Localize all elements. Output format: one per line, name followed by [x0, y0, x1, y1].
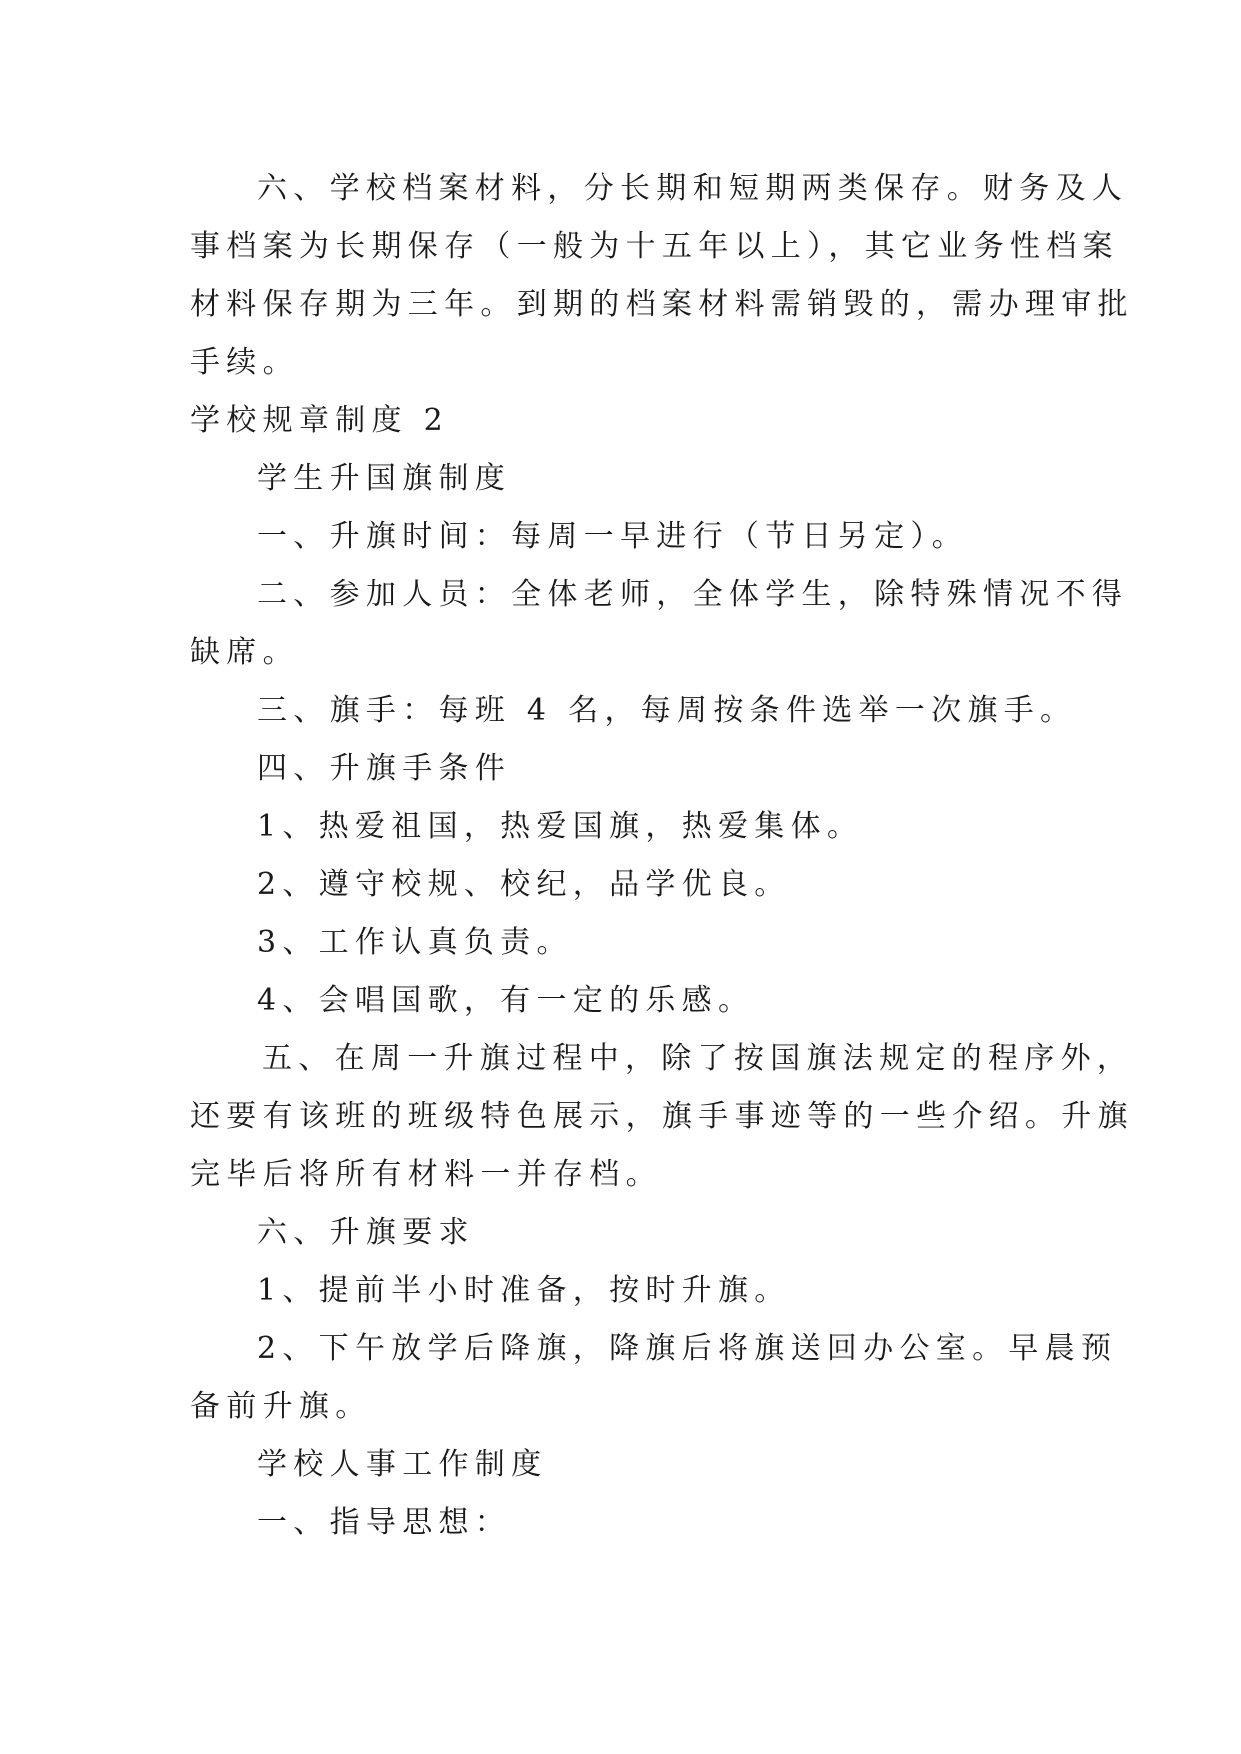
- subsection-title: 学校人事工作制度: [257, 1447, 548, 1482]
- paragraph-line: 二、参加人员：全体老师，全体学生，除特殊情况不得: [257, 577, 1129, 612]
- list-item: 4、会唱国歌，有一定的乐感。: [257, 983, 755, 1018]
- section-heading: 学校规章制度 2: [190, 403, 450, 438]
- list-item: 1、热爱祖国，热爱国旗，热爱集体。: [257, 809, 864, 844]
- paragraph-line: 六、学校档案材料，分长期和短期两类保存。财务及人: [257, 171, 1129, 206]
- list-item: 2、遵守校规、校纪，品学优良。: [257, 867, 791, 902]
- paragraph-line: 材料保存期为三年。到期的档案材料需销毁的，需办理审批: [190, 287, 1134, 322]
- paragraph-line: 缺席。: [190, 635, 299, 670]
- paragraph-line: 五、在周一升旗过程中，除了按国旗法规定的程序外，: [262, 1041, 1134, 1076]
- paragraph-line: 四、升旗手条件: [257, 751, 512, 786]
- list-item: 1、提前半小时准备，按时升旗。: [257, 1273, 791, 1308]
- subsection-title: 学生升国旗制度: [257, 461, 512, 496]
- paragraph-line: 手续。: [190, 345, 299, 380]
- paragraph-line: 事档案为长期保存（一般为十五年以上），其它业务性档案: [190, 229, 1119, 264]
- list-item: 2、下午放学后降旗，降旗后将旗送回办公室。早晨预: [257, 1331, 1118, 1366]
- paragraph-line: 还要有该班的班级特色展示，旗手事迹等的一些介绍。升旗: [190, 1099, 1134, 1134]
- paragraph-line: 六、升旗要求: [257, 1215, 475, 1250]
- paragraph-line: 完毕后将所有材料一并存档。: [190, 1157, 662, 1192]
- paragraph-line: 三、旗手：每班 4 名，每周按条件选举一次旗手。: [257, 693, 1077, 728]
- paragraph-line: 备前升旗。: [190, 1389, 372, 1424]
- paragraph-line: 一、升旗时间：每周一早进行（节日另定）。: [257, 519, 968, 554]
- list-item: 3、工作认真负责。: [257, 925, 573, 960]
- paragraph-line: 一、指导思想：: [257, 1505, 512, 1540]
